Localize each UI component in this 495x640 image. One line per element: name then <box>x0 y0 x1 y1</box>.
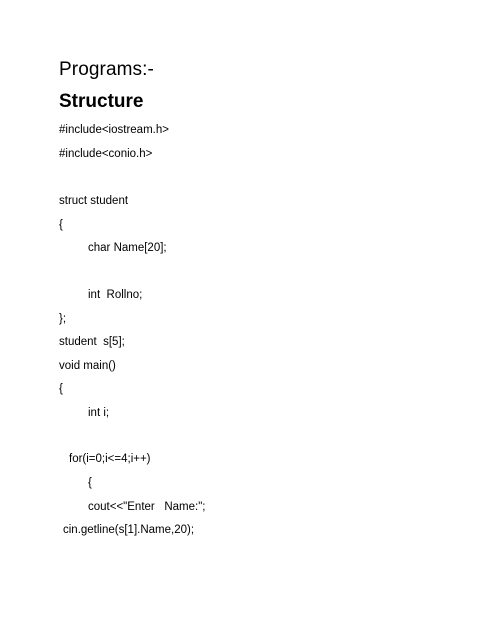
code-line-main-open-brace: { <box>59 383 63 395</box>
code-line-student-array: student s[5]; <box>59 336 125 348</box>
code-line-include-iostream: #include<iostream.h> <box>59 124 169 136</box>
programs-heading: Programs:- <box>59 59 154 80</box>
code-line-cin-getline: cin.getline(s[1].Name,20); <box>63 524 195 536</box>
code-line-struct-declaration: struct student <box>59 195 129 207</box>
code-line-for-loop: for(i=0;i<=4;i++) <box>69 453 151 465</box>
code-line-cout-enter-name: cout<<"Enter Name:"; <box>88 501 206 513</box>
code-line-main-function: void main() <box>59 360 116 372</box>
code-line-struct-close: }; <box>59 313 67 325</box>
code-line-name-member: char Name[20]; <box>88 242 167 254</box>
code-line-rollno-member: int Rollno; <box>88 289 143 301</box>
code-line-loop-open-brace: { <box>88 477 92 489</box>
code-line-include-conio: #include<conio.h> <box>59 148 153 160</box>
code-line-int-i: int i; <box>88 407 110 419</box>
code-line-struct-open-brace: { <box>59 219 63 231</box>
structure-heading: Structure <box>59 91 144 112</box>
